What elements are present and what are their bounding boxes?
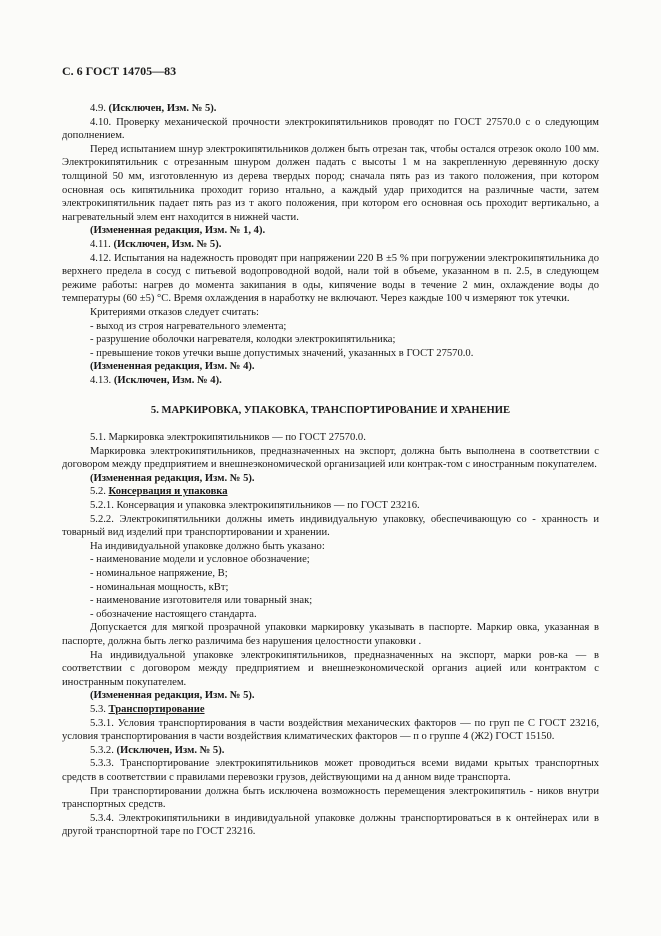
paragraph xyxy=(62,689,599,703)
paragraph-text: Проверку механической прочности электрокипятильников проводят по ГОСТ 27570.0 с о следующим дополнением. xyxy=(62,116,599,142)
paragraph-text: - номинальное напряжение, В; xyxy=(90,568,228,579)
paragraph xyxy=(62,621,599,648)
paragraph xyxy=(62,553,599,567)
paragraph xyxy=(62,649,599,690)
paragraph xyxy=(62,472,599,486)
clause-number: 5.3. xyxy=(90,703,109,715)
section-4-paragraphs xyxy=(62,102,599,387)
paragraph-text: Электрокипятильники должны иметь индивидуальную упаковку, обеспечивающую со - хранность и товарный вид изделий при транспортировании и хранении. xyxy=(62,513,599,539)
paragraph-text: - выход из строя нагревательного элемента; xyxy=(90,320,287,332)
paragraph xyxy=(62,785,599,812)
paragraph-text: Транспортирование электрокипятильников может проводиться всеми видами крытых транспортных средств в соответствии с правилами перевозки грузов, действующими на д анном виде транспорта. xyxy=(62,758,599,783)
clause-number: 5.2.2. xyxy=(90,513,120,525)
paragraph-text: Допускается для мягкой прозрачной упаковки маркировку указывать в паспорте. Маркир овка, указанная в паспорте, должна быть легко различима без нарушения целостности упаковки . xyxy=(62,622,599,647)
clause-number: 4.13. xyxy=(90,374,114,386)
amendment-note: (Измененная редакция, Изм. № 5). xyxy=(90,472,255,484)
paragraph xyxy=(62,581,599,595)
paragraph xyxy=(62,320,599,334)
clause-number: 4.11. xyxy=(90,238,114,250)
paragraph xyxy=(62,445,599,472)
paragraph xyxy=(62,608,599,622)
paragraph xyxy=(62,594,599,608)
paragraph-text: Критериями отказов следует считать: xyxy=(90,306,259,318)
paragraph xyxy=(62,513,599,540)
paragraph xyxy=(62,252,599,306)
paragraph-text: Маркировка электрокипятильников — по ГОСТ 27570.0. xyxy=(108,432,366,444)
paragraph xyxy=(62,374,599,388)
clause-number: 5.3.3. xyxy=(90,758,121,770)
subsection-heading: Консервация и упаковка xyxy=(108,486,228,498)
paragraph-text: - обозначение настоящего стандарта. xyxy=(90,608,257,620)
amendment-note: (Исключен, Изм. № 5). xyxy=(108,103,217,114)
paragraph-text: Испытания на надежность проводят при напряжении 220 В ±5 % при погружении электрокипятильника до верхнего предела в сосуд с питьевой водопроводной водой, нали той в объеме, указанном в п. 2.5, в следующем режиме работы: нагрев до момента закипания в оды, кипячение воды в течение 2 мин, охлаждение воды до температуры (60 ±5) °С. Время охлаждения в наработку не включают. Через каждые 100 ч измеряют ток утечки. xyxy=(62,252,599,305)
amendment-note: (Измененная редакция, Изм. № 1, 4). xyxy=(90,225,266,237)
paragraph-text: - номинальная мощность, кВт; xyxy=(90,581,229,593)
paragraph xyxy=(62,102,599,116)
clause-number: 4.9. xyxy=(90,103,109,114)
clause-number: 5.3.2. xyxy=(90,744,117,756)
amendment-note: (Измененная редакция, Изм. № 4). xyxy=(90,361,255,373)
paragraph xyxy=(62,116,599,143)
clause-number: 5.3.1. xyxy=(90,717,118,729)
clause-number: 5.2. xyxy=(90,486,109,498)
paragraph-text: Электрокипятильники в индивидуальной упаковке должны транспортироваться в к онтейнерах или в другой транспортной таре по ГОСТ 23216. xyxy=(62,812,599,838)
paragraph-text: На индивидуальной упаковке электрокипятильников, предназначенных на экспорт, марки ров-ка — в соответствии с договором между предприятием и внешнеэкономической организ ацией или контрактом с иностранным покупателем. xyxy=(62,649,599,688)
amendment-note: (Исключен, Изм. № 5). xyxy=(116,744,225,756)
paragraph xyxy=(62,567,599,581)
paragraph xyxy=(62,485,599,499)
clause-number: 5.3.4. xyxy=(90,812,119,824)
paragraph-text: - наименование модели и условное обозначение; xyxy=(90,554,310,566)
document-page xyxy=(62,64,599,839)
paragraph-text: - наименование изготовителя или товарный знак; xyxy=(90,595,313,607)
paragraph-text: На индивидуальной упаковке должно быть указано: xyxy=(90,540,325,552)
paragraph-text: - разрушение оболочки нагревателя, колодки электрокипятильника; xyxy=(90,334,396,346)
paragraph xyxy=(62,717,599,744)
clause-number: 4.10. xyxy=(90,116,117,128)
paragraph xyxy=(62,360,599,374)
paragraph-text: - превышение токов утечки выше допустимых значений, указанных в ГОСТ 27570.0. xyxy=(90,347,474,359)
paragraph xyxy=(62,306,599,320)
paragraph xyxy=(62,333,599,347)
paragraph xyxy=(62,540,599,554)
subsection-heading: Транспортирование xyxy=(108,703,205,715)
paragraph xyxy=(62,431,599,445)
clause-number: 5.2.1. xyxy=(90,500,117,512)
paragraph-text: При транспортировании должна быть исключена возможность перемещения электрокипятиль - ников внутри транспортных средств. xyxy=(62,785,599,811)
paragraph-text: Консервация и упаковка электрокипятильников — по ГОСТ 23216. xyxy=(116,500,420,512)
clause-number: 4.12. xyxy=(90,252,114,264)
paragraph xyxy=(62,703,599,717)
paragraph xyxy=(62,744,599,758)
paragraph-text: Маркировка электрокипятильников, предназначенных на экспорт, должна быть выполнена в соответствии с договором между предприятием и внешнеэкономической организацией или контрак-том с иностранным покупателем. xyxy=(62,445,599,471)
page-header: С. 6 ГОСТ 14705—83 xyxy=(62,64,177,78)
amendment-note: (Измененная редакция, Изм. № 5). xyxy=(90,690,255,702)
paragraph xyxy=(62,238,599,252)
clause-number: 5.1. xyxy=(90,432,109,444)
paragraph xyxy=(62,499,599,513)
paragraph xyxy=(62,757,599,784)
amendment-note: (Исключен, Изм. № 5). xyxy=(113,238,222,250)
paragraph-text: Условия транспортирования в части воздействия механических факторов — по груп пе С ГОСТ 23216, условия транспортирования в части воздействия климатических факторов — п о группе 4 (Ж2) ГОСТ 15150. xyxy=(62,717,600,743)
paragraph xyxy=(62,347,599,361)
paragraph xyxy=(62,812,599,839)
amendment-note: (Исключен, Изм. № 4). xyxy=(113,374,222,386)
paragraph-text: Перед испытанием шнур электрокипятильников должен быть отрезан так, чтобы остался отрезок около 100 мм. Электрокипятильник с отрезанным шнуром должен падать с высоты 1 м на закрепленную деревянную доску толщиной 50 мм, изготовленную из дерева твердых пород; сначала пять раз из такого положения, при котором основная ось кипятильника проходит горизо нтально, а каждый удар приходится на различные части, затем электрокипятильник падает пять раз из т акого положения, при котором его основная ось проходит вертикально, а нагревательный элем ент находится в нижней части. xyxy=(62,143,599,223)
paragraph xyxy=(62,224,599,238)
section-title: 5. МАРКИРОВКА, УПАКОВКА, ТРАНСПОРТИРОВАНИЕ И ХРАНЕНИЕ xyxy=(150,405,511,417)
paragraph xyxy=(62,143,599,225)
section-5-paragraphs xyxy=(62,431,599,839)
